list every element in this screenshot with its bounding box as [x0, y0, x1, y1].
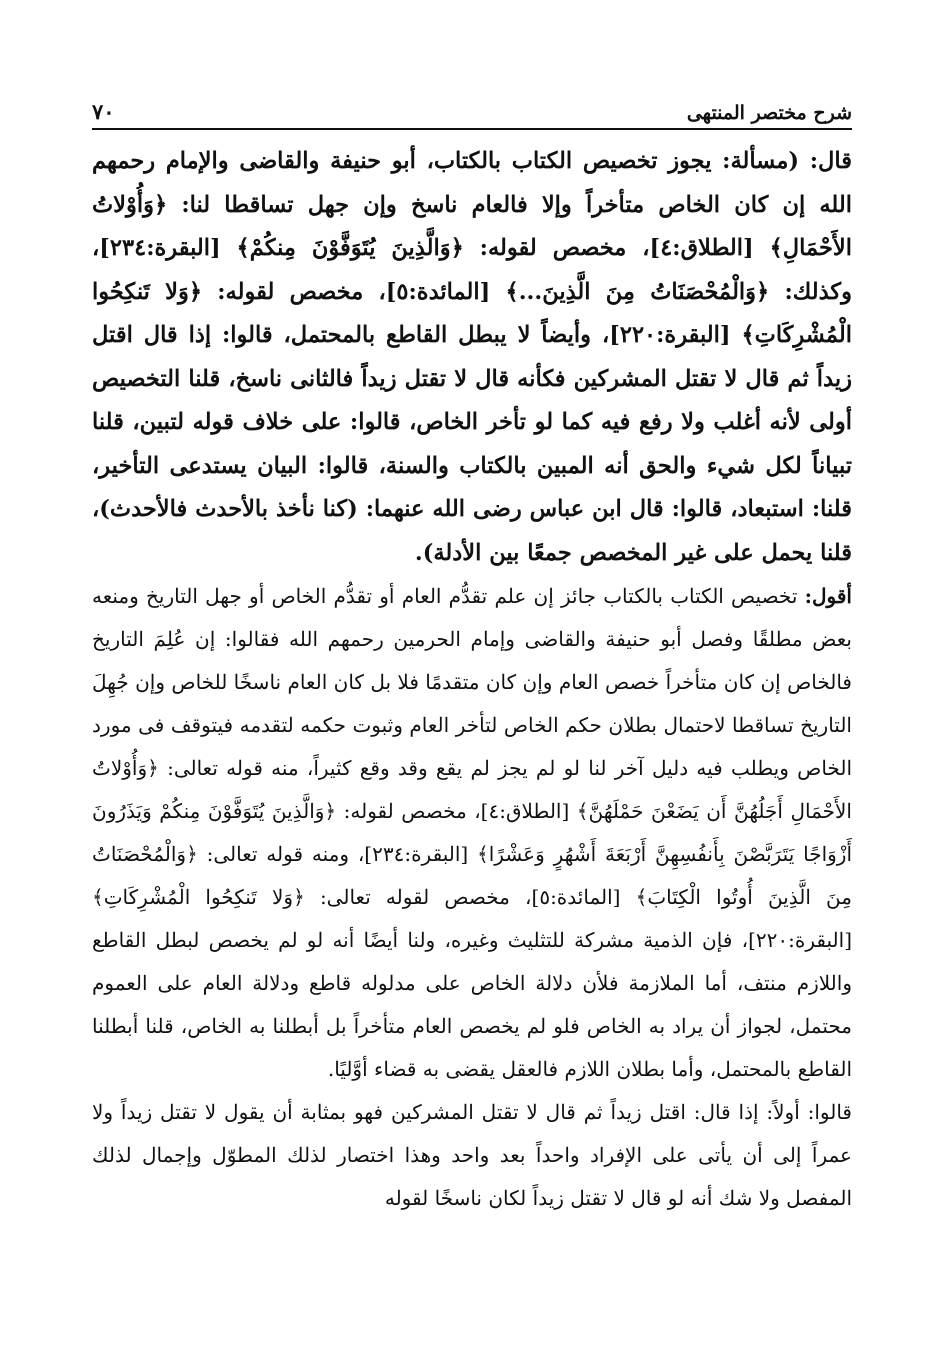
page-body: [92, 140, 852, 1220]
commentary-text: تخصيص الكتاب بالكتاب جائز إن علم تقدُّم العام أو تقدُّم الخاص أو جهل التاريخ ومنعه بعض مطلقًا وفصل أبو حنيفة والقاضى وإمام الحرمين رحمهم الله فقالوا: إن عُلِمَ التاريخ فالخاص إن كان متأخراً خصص العام وإن كان متقدمًا فلا بل كان العام ناسخًا للخاص وإن جُهِلَ التاريخ تساقطا لاحتمال بطلان حكم الخاص لتأخر العام وثبوت حكمه لتقدمه فيتوقف فى مورد الخاص ويطلب فيه دليل آخر لنا لو لم يجز لم يقع وقد وقع كثيراً، منه قوله تعالى: ﴿وَأُوْلاتُ الأَحْمَالِ أَجَلُهُنَّ أَن يَضَعْنَ حَمْلَهُنَّ﴾ [الطلاق:٤]، مخصص لقوله: ﴿وَالَّذِينَ يُتَوَفَّوْنَ مِنكُمْ وَيَذَرُونَ أَزْوَاجًا يَتَرَبَّصْنَ بِأَنفُسِهِنَّ أَرْبَعَةَ أَشْهُرٍ وَعَشْرًا﴾ [البقرة:٢٣٤]، ومنه قوله تعالى: ﴿وَالْمُحْصَنَاتُ مِنَ الَّذِينَ أُوتُوا الْكِتَابَ﴾ [المائدة:٥]، مخصص لقوله تعالى: ﴿وَلا تَنكِحُوا الْمُشْرِكَاتِ﴾ [البقرة:٢٢٠]، فإن الذمية مشركة للتثليث وغيره، ولنا أيضًا أنه لو لم يخصص لبطل القاطع واللازم منتف، أما الملازمة فلأن دلالة الخاص على مدلوله قاطع ودلالة العام على العموم محتمل، لجواز أن يراد به الخاص فلو لم يخصص العام متأخراً بل أبطلنا به الخاص، قلنا أبطلنا القاطع بالمحتمل، وأما بطلان اللازم فالعقل يقضى به قضاء أوَّليًا.: [92, 584, 852, 1081]
commentary-paragraph: [92, 575, 852, 1091]
objection-paragraph: [92, 1091, 852, 1220]
commentary-lead: أقول:: [804, 584, 852, 608]
matn-text: قال: (مسألة: يجوز تخصيص الكتاب بالكتاب، أبو حنيفة والقاضى والإمام رحمهم الله إن كان الخاص متأخراً وإلا فالعام ناسخ وإن جهل تساقطا لنا: ﴿وَأُوْلاتُ الأَحْمَالِ﴾ [الطلاق:٤]، مخصص لقوله: ﴿وَالَّذِينَ يُتَوَفَّوْنَ مِنكُمْ﴾ [البقرة:٢٣٤]، وكذلك: ﴿وَالْمُحْصَنَاتُ مِنَ الَّذِينَ...﴾ [المائدة:٥]، مخصص لقوله: ﴿وَلا تَنكِحُوا الْمُشْرِكَاتِ﴾ [البقرة:٢٢٠]، وأيضاً لا يبطل القاطع بالمحتمل، قالوا: إذا قال اقتل زيداً ثم قال لا تقتل المشركين فكأنه قال لا تقتل زيداً فالثانى ناسخ، قلنا التخصيص أولى لأنه أغلب ولا رفع فيه كما لو تأخر الخاص، قالوا: على خلاف قوله لتبين، قلنا تبياناً لكل شيء والحق أنه المبين بالكتاب والسنة، قالوا: البيان يستدعى التأخير، قلنا: استبعاد، قالوا: قال ابن عباس رضى الله عنهما: (كنا نأخذ بالأحدث فالأحدث)، قلنا يحمل على غير المخصص جمعًا بين الأدلة).: [92, 148, 852, 566]
page-header: [92, 84, 852, 130]
matn-paragraph: [92, 140, 852, 575]
running-title: شرح مختصر المنتهى: [686, 102, 852, 124]
page-number: ٧٠: [92, 99, 115, 124]
objection-text: قالوا: أولاً: إذا قال: اقتل زيداً ثم قال لا تقتل المشركين فهو بمثابة أن يقول لا تقتل زيداً ولا عمراً إلى أن يأتى على الإفراد واحداً بعد واحد وهذا اختصار لذلك المطوّل وإجمال لذلك المفصل ولا شك أنه لو قال لا تقتل زيداً لكان ناسخًا لقوله: [92, 1100, 852, 1210]
